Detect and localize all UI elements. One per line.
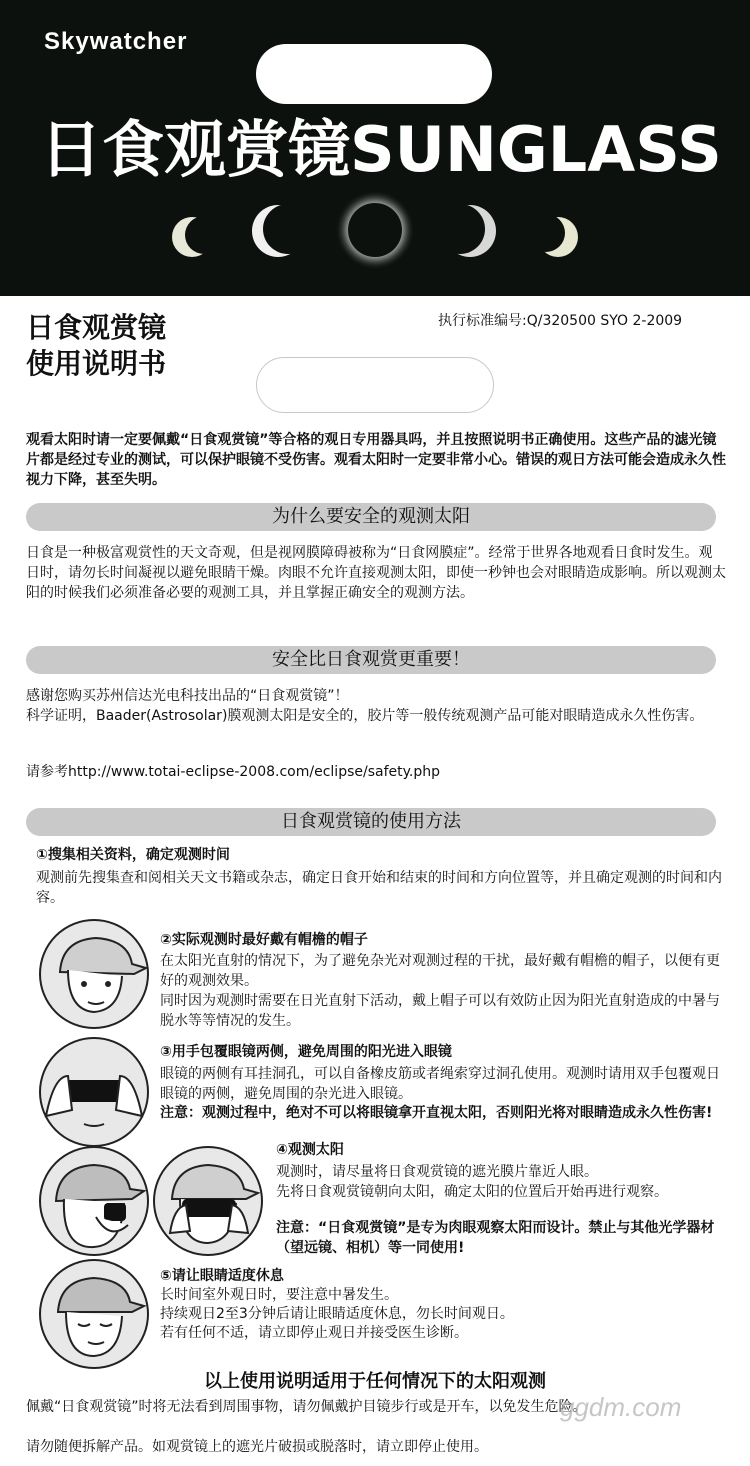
step5-body1: 长时间室外观日时，要注意中暑发生。 — [160, 1287, 398, 1303]
reference-link: 请参考http://www.totai-eclipse-2008.com/eclipse/safety.php — [26, 764, 440, 780]
section-why-safe-body: 日食是一种极富观赏性的天文奇观，但是视网膜障碍被称为“日食网膜症”。经常于世界各地观看日食时发生。观日时，请勿长时间凝视以避免眼睛干燥。肉眼不允许直接观测太阳，即使一秒钟也会对眼睛造成影响。所以观测太阳的时候我们必须准备必要的观测工具，并且掌握正确安全的观测方法。 — [26, 545, 726, 601]
step3-body: 眼镜的两侧有耳挂洞孔，可以自备橡皮筋或者绳索穿过洞孔使用。观测时请用双手包覆观日眼镜的两侧，避免周围的杂光进入眼镜。 — [160, 1066, 720, 1102]
step5-title: ⑤请让眼睛适度休息 — [160, 1268, 284, 1284]
manual-title-line1: 日食观赏镜 — [26, 311, 167, 344]
section-title-usage: 日食观赏镜的使用方法 — [26, 808, 716, 836]
step1-body: 观测前先搜集查和阅相关天文书籍或杂志，确定日食开始和结束的时间和方向位置等，并且确定观测的时间和内容。 — [36, 870, 722, 906]
step4-body1: 观测时，请尽量将日食观赏镜的遮光膜片靠近人眼。 — [276, 1164, 598, 1180]
person-with-cap-illustration — [38, 918, 150, 1030]
step5-body3: 若有任何不适，请立即停止观日并接受医生诊断。 — [160, 1325, 468, 1341]
hang-hole — [256, 357, 494, 413]
step2-body2: 同时因为观测时需要在日光直射下活动，戴上帽子可以有效防止因为阳光直射造成的中暑与脱水等等情况的发生。 — [160, 993, 720, 1029]
step3-note: 注意：观测过程中，绝对不可以将眼镜拿开直视太阳，否则阳光将对眼睛造成永久性伤害! — [160, 1105, 713, 1121]
step2-title: ②实际观测时最好戴有帽檐的帽子 — [160, 932, 368, 948]
step1-title: ①搜集相关资料，确定观测时间 — [36, 847, 230, 863]
step4-note: 注意：“日食观赏镜”是专为肉眼观察太阳而设计。禁止与其他光学器材（望远镜、相机）等一同使用! — [276, 1220, 715, 1256]
step4-body2: 先将日食观赏镜朝向太阳，确定太阳的位置后开始再进行观察。 — [276, 1184, 668, 1200]
site-watermark: ggdm.com — [560, 1392, 682, 1422]
person-holding-glasses-illustration — [152, 1145, 264, 1257]
warning-walking: 佩戴“日食观赏镜”时将无法看到周围事物，请勿佩戴护目镜步行或是开车，以免发生危险。 — [26, 1399, 587, 1415]
hang-tab-cutout — [256, 44, 492, 104]
intro-paragraph: 观看太阳时请一定要佩戴“日食观赏镜”等合格的观日专用器具吗，并且按照说明书正确使用。这些产品的滤光镜片都是经过专业的测试，可以保护眼镜不受伤害。观看太阳时一定要非常小心。错误的观日方法可能会造成永久性视力下降，甚至失明。 — [26, 432, 726, 488]
hands-covering-glasses-illustration — [38, 1036, 150, 1148]
applicability-title: 以上使用说明适用于任何情况下的太阳观测 — [204, 1371, 546, 1392]
woman-observing-illustration — [38, 1145, 150, 1257]
step4-title: ④观测太阳 — [276, 1142, 344, 1158]
thanks-text: 感谢您购买苏州信达光电科技出品的“日食观赏镜”！ — [26, 688, 349, 704]
eclipse-phases-image — [160, 185, 590, 275]
manual-title-line2: 使用说明书 — [26, 347, 167, 380]
section-title-why-safe: 为什么要安全的观测太阳 — [26, 503, 716, 531]
warning-disassembly: 请勿随便拆解产品。如观赏镜上的遮光片破损或脱落时，请立即停止使用。 — [26, 1439, 488, 1455]
product-title: 日食观赏镜SUNGLASS — [40, 113, 722, 186]
baader-text: 科学证明，Baader(Astrosolar)膜观测太阳是安全的，胶片等一般传统观测产品可能对眼睛造成永久性伤害。 — [26, 708, 704, 724]
step2-body1: 在太阳光直射的情况下，为了避免杂光对观测过程的干扰，最好戴有帽檐的帽子，以便有更好的观测效果。 — [160, 953, 720, 989]
standard-number: 执行标准编号:Q/320500 SYO 2-2009 — [438, 313, 683, 329]
header-banner — [0, 0, 750, 296]
step5-body2: 持续观日2至3分钟后请让眼睛适度休息，勿长时间观日。 — [160, 1306, 514, 1322]
manual-title — [26, 310, 166, 382]
person-resting-eyes-illustration — [38, 1258, 150, 1370]
section-title-safety-first: 安全比日食观赏更重要！ — [26, 646, 716, 674]
step3-title: ③用手包覆眼镜两侧，避免周围的阳光进入眼镜 — [160, 1044, 452, 1060]
brand-name: Skywatcher — [44, 28, 188, 55]
